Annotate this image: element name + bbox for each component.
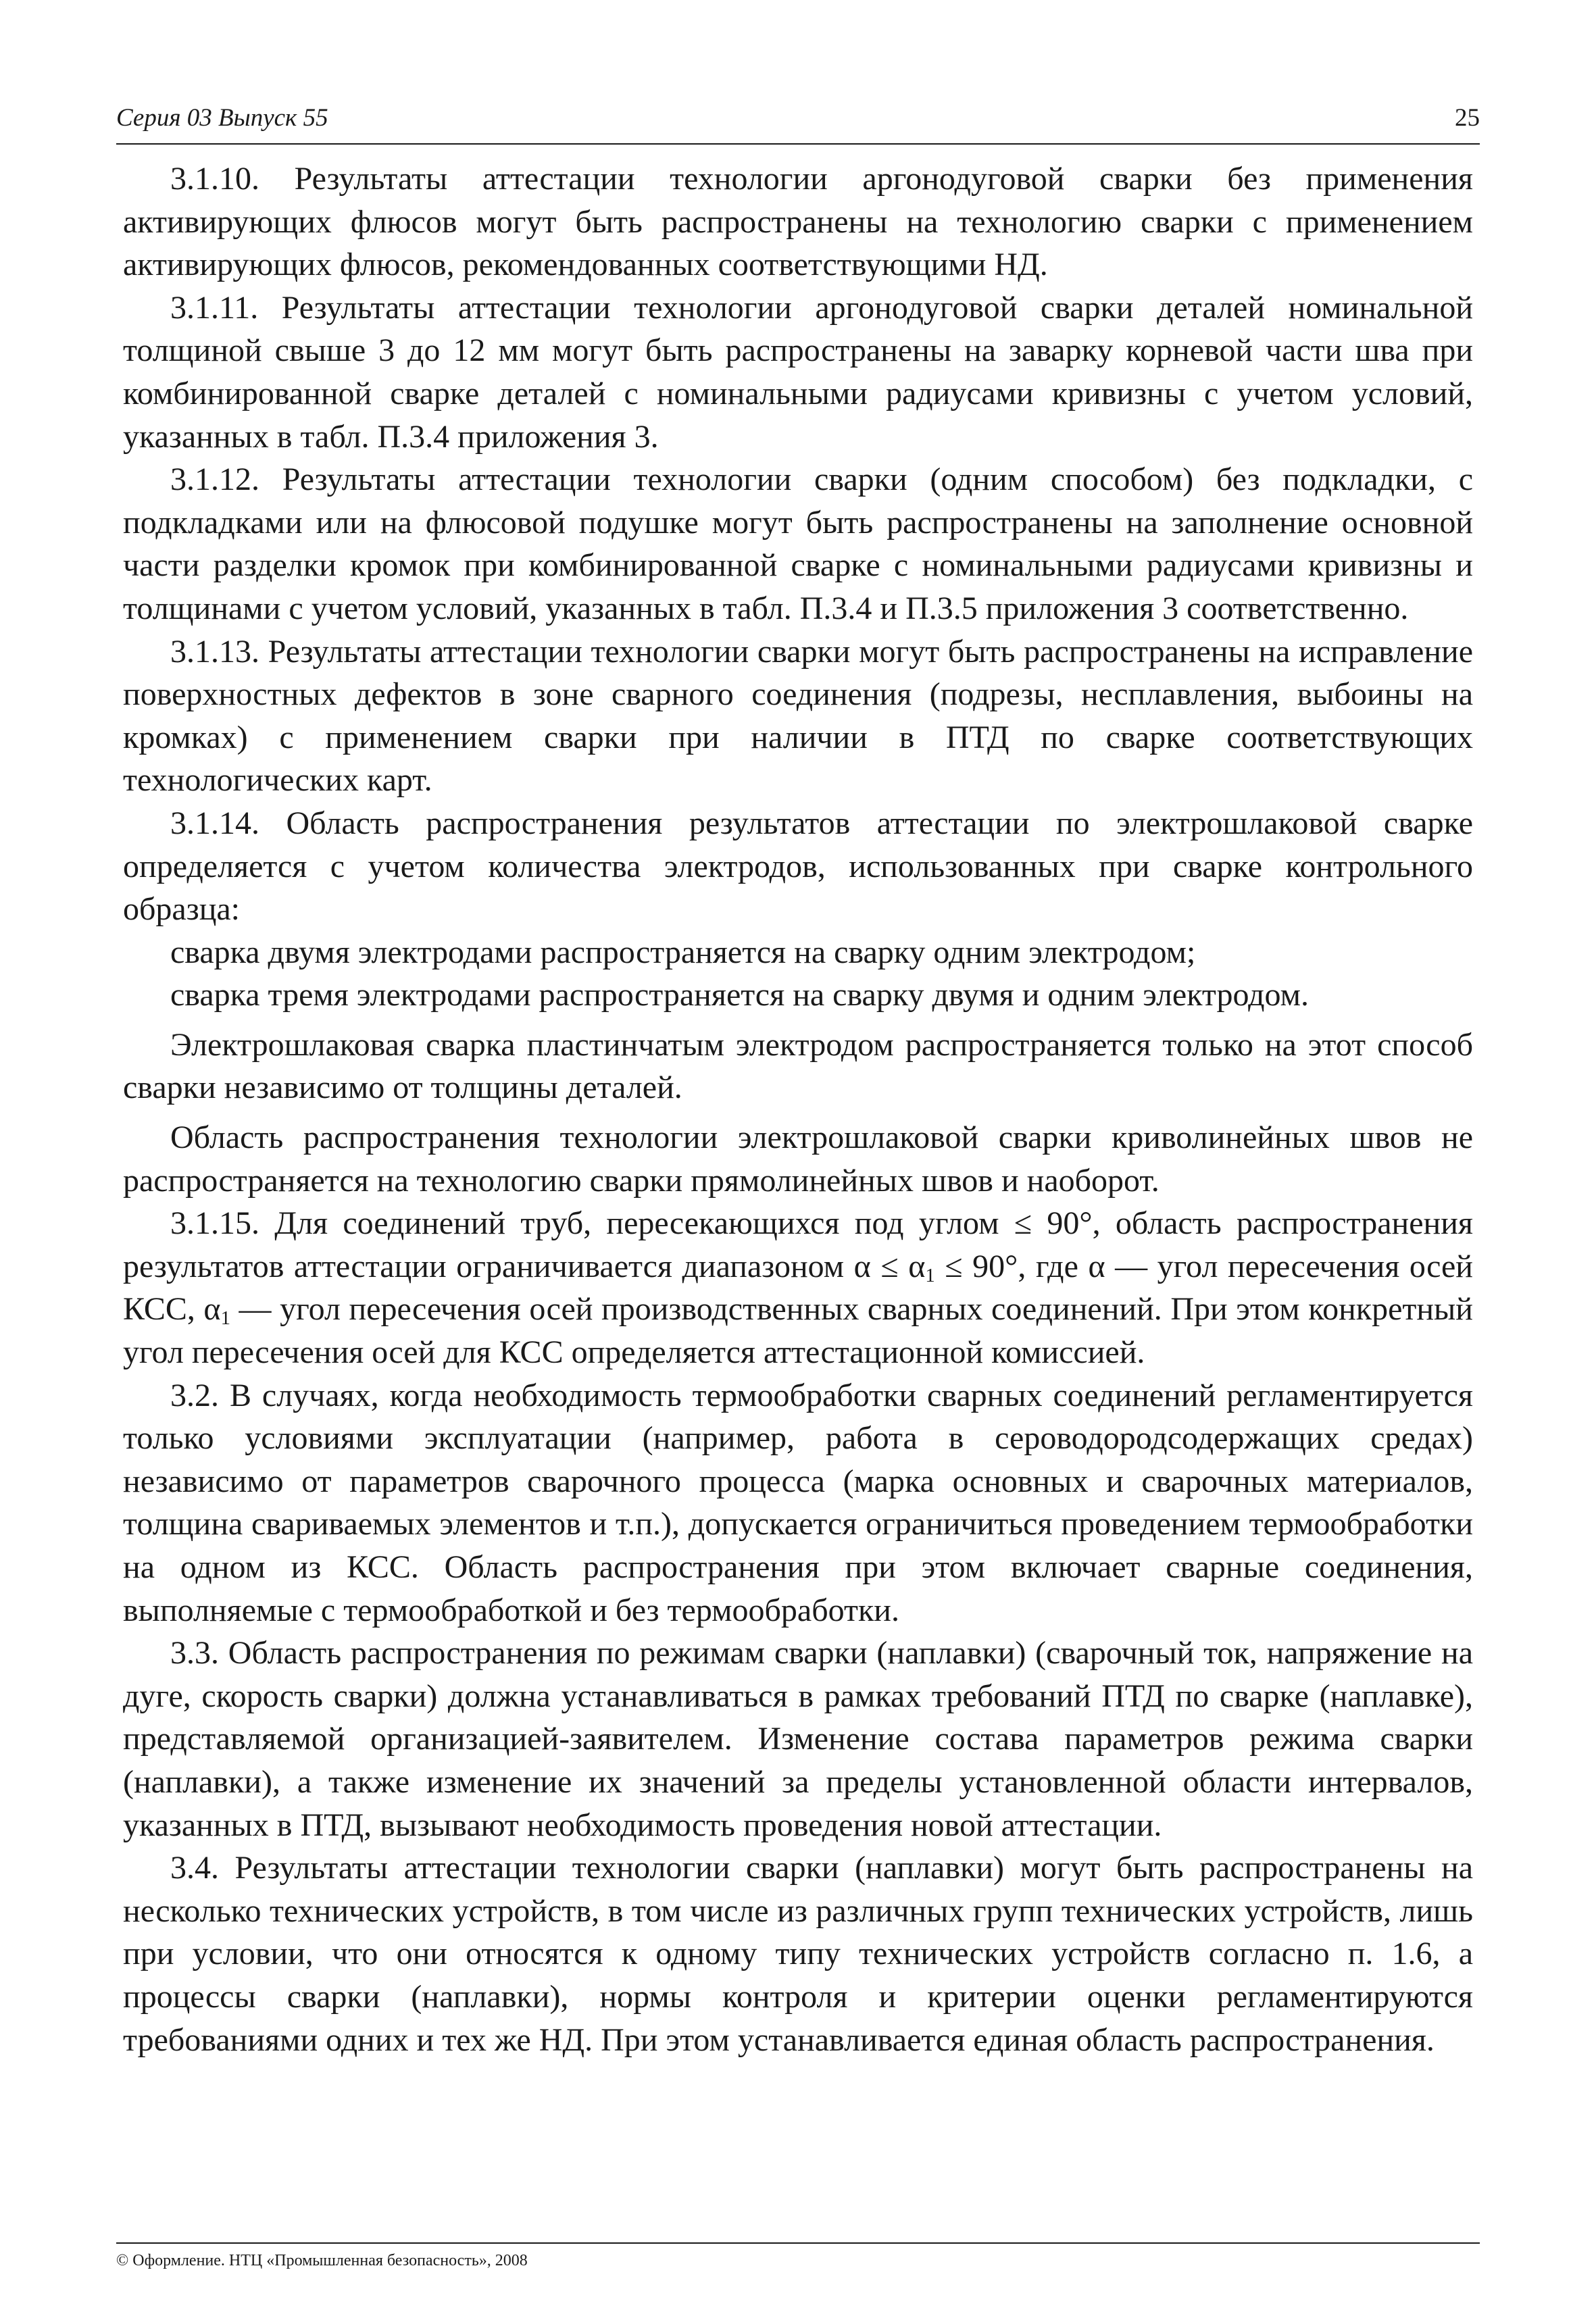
- footer-copyright: © Оформление. НТЦ «Промышленная безопасность», 2008: [116, 2252, 528, 2269]
- paragraph-3-1-12: 3.1.12. Результаты аттестации технологии сварки (одним способом) без подкладки, с подкладками или на флюсовой подушке могут быть распространены на заполнение основной части разделки кромок при комбинированной сварке с номинальными радиусами кривизны и толщинами с учетом условий, указанных в табл. П.3.4 и П.3.5 приложения 3 соответственно.: [123, 461, 1473, 626]
- paragraph-3-4: 3.4. Результаты аттестации технологии сварки (наплавки) могут быть распространены на несколько технических устройств, в том числе из различных групп технических устройств, лишь при условии, что они относятся к одному типу технических устройств согласно п. 1.6, а процессы сварки (наплавки), нормы контроля и критерии оценки регламентируются требованиями одних и тех же НД. При этом устанавливается единая область распространения.: [123, 1850, 1473, 2058]
- alpha-subscript-2: 1: [220, 1307, 230, 1330]
- p10-text-a: 3.1.15. Для соединений труб, пересекающихся под углом ≤ 90°, область распространения результатов аттестации ограничивается диапазоном α ≤ α: [123, 1205, 1473, 1284]
- list-item-three-electrodes: сварка тремя электродами распространяется на сварку двумя и одним электродом.: [170, 977, 1309, 1013]
- footer-rule: [116, 2242, 1480, 2244]
- paragraph-3-1-11: 3.1.11. Результаты аттестации технологии аргонодуговой сварки деталей номинальной толщиной свыше 3 до 12 мм могут быть распространены на заварку корневой части шва при комбинированной сварке деталей с номинальными радиусами кривизны с учетом условий, указанных в табл. П.3.4 приложения 3.: [123, 289, 1473, 455]
- p10-text-b: ≤ 90°, где α — угол пересечения осей КСС, α: [123, 1248, 1473, 1328]
- paragraph-3-1-15: [123, 1202, 1473, 1374]
- paragraph-3-1-13: 3.1.13. Результаты аттестации технологии сварки могут быть распространены на исправление поверхностных дефектов в зоне сварного соединения (подрезы, несплавления, выбоины на кромках) с применением сварки при наличии в ПТД по сварке соответствующих технологических карт.: [123, 633, 1473, 799]
- alpha-subscript-1: 1: [925, 1265, 935, 1287]
- series-label: Серия 03 Выпуск 55: [116, 104, 328, 132]
- paragraph-3-1-10: 3.1.10. Результаты аттестации технологии аргонодуговой сварки без применения активирующих флюсов могут быть распространены на технологию сварки с применением активирующих флюсов, рекомендованных соответствующими НД.: [123, 161, 1473, 283]
- paragraph-3-3: 3.3. Область распространения по режимам сварки (наплавки) (сварочный ток, напряжение на дуге, скорость сварки) должна устанавливаться в рамках требований ПТД по сварке (наплавке), представляемой организацией-заявителем. Изменение состава параметров режима сварки (наплавки), а также изменение их значений за пределы установленной области интервалов, указанных в ПТД, вызывают необходимость проведения новой аттестации.: [123, 1635, 1473, 1843]
- paragraph-plate-electrode: Электрошлаковая сварка пластинчатым электродом распространяется только на этот способ сварки независимо от толщины деталей.: [123, 1026, 1473, 1106]
- paragraph-3-1-14: 3.1.14. Область распространения результатов аттестации по электрошлаковой сварке определяется с учетом количества электродов, использованных при сварке контрольного образца:: [123, 805, 1473, 928]
- paragraph-curvilinear-seams: Область распространения технологии электрошлаковой сварки криволинейных швов не распространяется на технологию сварки прямолинейных швов и наоборот.: [123, 1120, 1473, 1199]
- list-item-two-electrodes: сварка двумя электродами распространяется на сварку одним электродом;: [170, 934, 1196, 970]
- page-number: 25: [1455, 104, 1480, 132]
- p10-text-c: — угол пересечения осей производственных сварных соединений. При этом конкретный угол пересечения осей для КСС определяется аттестационной комиссией.: [123, 1291, 1473, 1371]
- header-rule: [116, 143, 1480, 145]
- body-text: [123, 157, 1473, 2061]
- paragraph-3-2: 3.2. В случаях, когда необходимость термообработки сварных соединений регламентируется только условиями эксплуатации (например, работа в сероводородсодержащих средах) независимо от параметров сварочного процесса (марка основных и сварочных материалов, толщина свариваемых элементов и т.п.), допускается ограничиться проведением термообработки на одном из КСС. Область распространения при этом включает сварные соединения, выполняемые с термообработкой и без термообработки.: [123, 1377, 1473, 1628]
